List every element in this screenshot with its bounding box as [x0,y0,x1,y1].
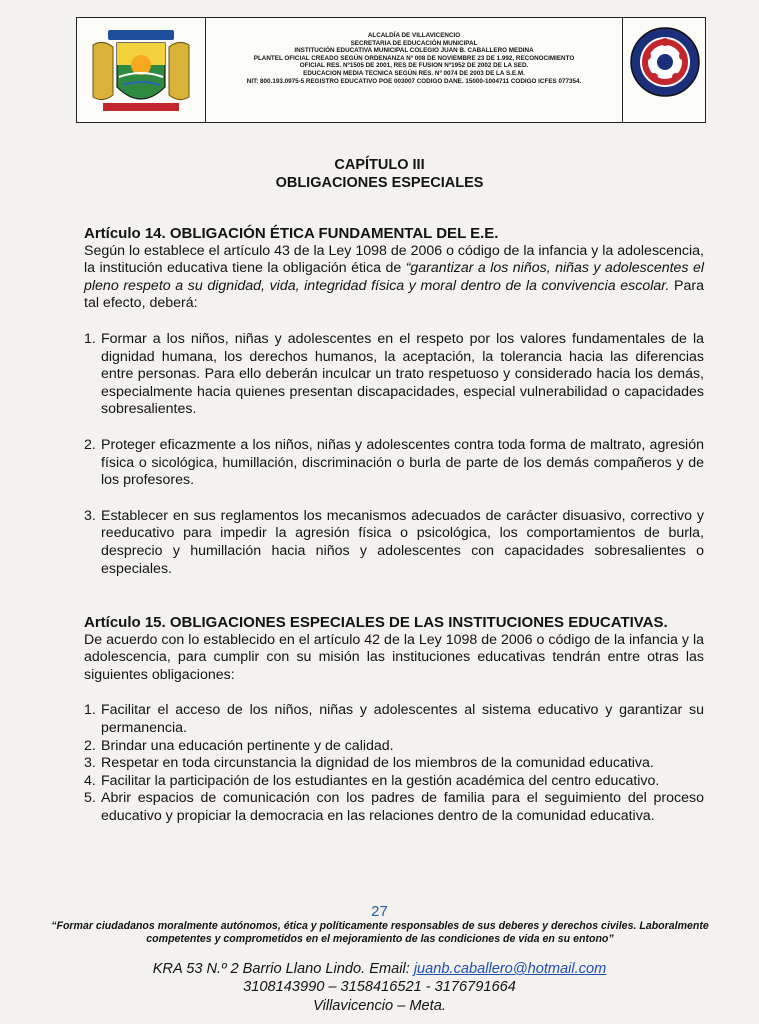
list-item-number: 5. [84,790,96,807]
header-institution-text [210,32,618,85]
list-item-text: Formar a los niños, niñas y adolescentes en el respeto por los valores fundamentales de la dignidad humana, los derechos humanos, la aceptación, la tolerancia hacia las diferencias entre personas. Para ello deberán inculcar un trato respetuoso y considerado hacia los demás, especialmente hacia quienes presentan discapacidades, especial vulnerabilidad o capacidades sobresalientes. [101,330,704,418]
list-item-text: Facilitar la participación de los estudiantes en la gestión académica del centro educativo. [101,772,660,789]
list-item-text: Abrir espacios de comunicación con los padres de familia para el seguimiento del proceso educativo y propiciar la democracia en las relaciones dentro de la comunidad educativa. [101,790,704,824]
list-item-number: 1. [84,330,96,347]
list-item-text: Facilitar el acceso de los niños, niñas y adolescentes al sistema educativo y garantizar su permanencia. [101,702,704,736]
list-item-text: Establecer en sus reglamentos los mecanismos adecuados de carácter disuasivo, correctivo y reeducativo para impedir la agresión física o psicológica, los comportamientos de burla, desprecio y humillación hacia niños y adolescentes con capacidades sobresalientes o especiales. [101,507,704,577]
page-number: 27 [371,903,388,920]
list-item [84,790,704,825]
footer-motto: “Formar ciudadanos moralmente autónomos, ética y políticamente responsables de sus deberes y derechos civiles. Laboralmente competentes y comprometidos en el mejoramiento de las condiciones de vida en su entono” [51,920,709,946]
article-15 [84,614,704,826]
footer-phones: 3108143990 – 3158416521 - 3176791664 [243,979,516,995]
list-item-number: 3. [84,507,96,524]
list-item-number: 4. [84,772,96,789]
header-line: INSTITUCIÓN EDUCATIVA MUNICIPAL COLEGIO JUAN B. CABALLERO MEDINA [294,47,534,55]
letterhead [76,17,706,123]
list-item-number: 2. [84,436,96,453]
list-item-number: 2. [84,737,96,754]
article-14 [84,225,704,578]
list-item-number: 3. [84,755,96,772]
header-line: NIT: 800.193.0975-5 REGISTRO EDUCATIVO POE 003007 CODIGO DANE. 15000-1004711 CODIGO ICFES 077354. [246,77,582,85]
article-14-heading: Artículo 14. OBLIGACIÓN ÉTICA FUNDAMENTAL DEL E.E. [84,225,499,242]
email-link[interactable]: juanb.caballero@hotmail.com [413,961,607,977]
article-14-intro-post: Para tal efecto, deberá: [84,277,704,312]
chapter-subtitle: OBLIGACIONES ESPECIALES [275,175,484,191]
list-item [84,331,704,419]
article-14-intro-pre: Según lo establece el artículo 43 de la Ley 1098 de 2006 o código de la infancia y la adolescencia, la institución educativa tiene la obligación ética de [84,242,704,277]
list-item [84,755,704,773]
list-item [84,437,704,490]
list-item [84,508,704,578]
header-divider-right [622,18,623,122]
chapter-title: CAPÍTULO III [334,157,425,173]
header-line: OFICIAL RES. Nº1505 DE 2001, RES DE FUSION Nº1952 DE 2002 DE LA SED. [299,62,529,70]
list-item-number: 1. [84,702,96,719]
header-line: ALCALDÍA DE VILLAVICENCIO [367,32,461,39]
article-14-intro [84,243,704,313]
article-15-intro: De acuerdo con lo establecido en el artículo 42 de la Ley 1098 de 2006 o código de la infancia y la adolescencia, para cumplir con su misión las instituciones educativas tendrán entre otras las siguientes obligaciones: [84,631,704,683]
header-divider-left [205,18,206,122]
list-item-text: Brindar una educación pertinente y de calidad. [101,737,394,754]
list-item-text: Respetar en toda circunstancia la dignidad de los miembros de la comunidad educativa. [101,755,654,772]
list-item [84,773,704,791]
footer-address-text: KRA 53 N.º 2 Barrio Llano Lindo. Email: [152,961,414,977]
list-item [84,702,704,737]
article-15-heading: Artículo 15. OBLIGACIONES ESPECIALES DE LAS INSTITUCIONES EDUCATIVAS. [84,614,668,631]
list-item [84,738,704,756]
header-line: PLANTEL OFICIAL CREADO SEGÚN ORDENANZA Nº 008 DE NOVIEMBRE 23 DE 1.992, RECONOCIMIENTO [253,54,575,62]
list-item-text: Proteger eficazmente a los niños, niñas y adolescentes contra toda forma de maltrato, agresión física o sicológica, humillación, discriminación o burla de parte de los demás compañeros y de los profesores. [101,436,704,489]
school-seal-icon [629,26,701,98]
header-line: SECRETARIA DE EDUCACIÓN MUNICIPAL [350,39,478,47]
municipal-coat-of-arms-icon [83,25,199,115]
footer-city: Villavicencio – Meta. [313,998,446,1014]
header-line: EDUCACION MEDIA TECNICA SEGÚN RES. Nº 0074 DE 2003 DE LA S.E.M. [303,69,525,77]
footer-address [0,960,759,978]
article-14-intro-quote: “garantizar a los niños, niñas y adolescentes el pleno respeto a su dignidad, vida, integridad física y moral dentro de la convivencia escolar. [84,260,704,294]
